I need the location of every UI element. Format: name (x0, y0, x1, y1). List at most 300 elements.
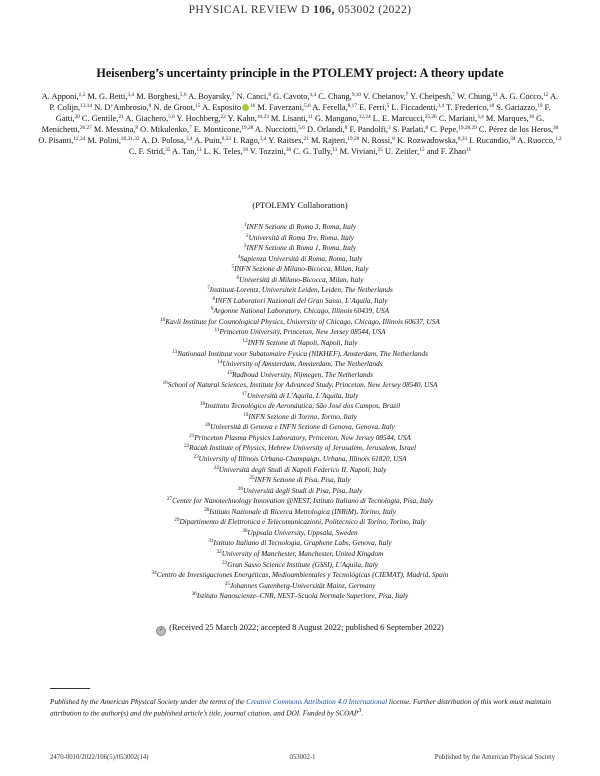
author-affiliation-index: 35 (165, 146, 171, 153)
affiliation-text: Centro de Investigaciones Energéticas, Medioambientales y Tecnológicas (CIEMAT), Madrid, Spain (156, 571, 449, 580)
author-name: Y. Raitses, (268, 135, 304, 145)
affiliation-text: Università di L’Aquila, L’Aquila, Italy (246, 391, 359, 400)
affiliation-number: 1 (243, 222, 247, 228)
affiliation-item (30, 422, 570, 433)
author (194, 136, 231, 145)
affiliation-number: 14 (217, 359, 223, 366)
affiliation-text: Argonne National Laboratory, Chicago, Illinois 60439, USA (213, 307, 390, 316)
author-affiliation-index: 8,33 (457, 135, 468, 142)
author-affiliation-index: 3,4 (309, 92, 317, 98)
author-name: L. K. Teles, (203, 146, 243, 156)
author-name: M. Faverzani, (257, 102, 304, 112)
affiliation-text: University of Amsterdam, Amsterdam, The Netherlands (222, 360, 383, 369)
affiliation-number: 30 (242, 527, 248, 534)
author (517, 136, 561, 145)
crossmark-icon[interactable]: ✓ (156, 626, 166, 636)
author (340, 147, 383, 156)
author-affiliation-index: 25 (377, 146, 383, 153)
author-name: A. Ruocco, (517, 135, 555, 145)
author-name: A. D. Polosa, (141, 135, 186, 145)
affiliation-text: School of Natural Sciences, Institute for Advanced Study, Princeton, New Jersey 08540, USA (167, 381, 438, 390)
author-affiliation-index: 19,28 (241, 124, 254, 131)
author (87, 136, 139, 145)
author-name: L. E. Marcucci, (372, 113, 425, 123)
affiliation-number: 27 (166, 496, 173, 503)
affiliation-number: 15 (226, 369, 233, 376)
author (391, 103, 444, 112)
author-name: S. Parlati, (392, 124, 426, 134)
author-affiliation-index: 11 (307, 113, 313, 120)
author-affiliation-index: 15 (195, 102, 201, 109)
affiliation-item (30, 317, 570, 328)
affiliation-text: Università degli Studi di Napoli Federico II, Napoli, Italy (218, 465, 387, 474)
affiliation-item (30, 359, 570, 370)
footer-page-number: 053002-1 (289, 754, 316, 761)
affiliation-text: Kavli Institute for Cosmological Physics, University of Chicago, Chicago, Illinois 60637, USA (165, 317, 440, 326)
author-name: U. Zeitler, (385, 146, 420, 156)
author (273, 92, 316, 101)
affiliation-item (30, 507, 570, 518)
affiliation-text: Instituut-Lorentz, Universiteit Leiden, Leiden, The Netherlands (209, 286, 393, 295)
author-affiliation-index: 36 (285, 146, 292, 153)
author (228, 114, 269, 123)
author-affiliation-index: 8 (135, 124, 139, 131)
affiliation-number: 34 (151, 570, 157, 577)
affiliation-text: Università di Genova e INFN Sezione di Genova, Genova, Italy (210, 423, 395, 432)
author-affiliation-index: 5,6 (179, 92, 187, 98)
affiliation-number: 20 (205, 422, 211, 429)
affiliation-item (30, 233, 570, 244)
author-affiliation-index: 5,6 (168, 113, 175, 120)
author-name: M. Polini, (87, 135, 122, 145)
affiliation-item (30, 443, 570, 454)
affiliation-item (30, 296, 570, 307)
author-affiliation-index: 11 (492, 92, 498, 98)
affiliation-item (30, 433, 570, 444)
affiliation-text: INFN Sezione di Roma 3, Roma, Italy (246, 223, 357, 231)
affiliation-item (30, 243, 570, 254)
affiliation-text: Università di Milano-Bicocca, Milan, Italy (239, 275, 364, 284)
affiliation-number: 13 (172, 348, 178, 355)
author-affiliation-index: 5 (386, 102, 390, 109)
author-name: M. G. Betti, (87, 92, 128, 101)
affiliation-text: Dipartimento di Elettronica e Telecomunicazioni, Politecnico di Torino, Torino, Italy (179, 518, 426, 527)
affiliation-text: Nationaal Instituut voor Subatomaire Fysica (NIKHEF), Amsterdam, The Netherlands (177, 349, 428, 358)
author-affiliation-index: 18 (488, 102, 495, 109)
author-name: D. Orlandi, (306, 124, 345, 134)
affiliation-text: Istituto Nazionale di Ricerca Metrologica (INRiM), Torino, Italy (209, 507, 396, 516)
author-list (38, 92, 562, 157)
paper-title: Heisenberg’s uncertainty principle in the PTOLEMY project: A theory update (96, 66, 504, 80)
author-name: M. Viviani, (339, 146, 378, 156)
footer-doi: 2470-0010/2022/106(5)/053002(14) (50, 754, 149, 761)
affiliation-text: INFN Sezione di Napoli, Napoli, Italy (247, 339, 358, 348)
author (427, 147, 472, 156)
author-affiliation-index: 34 (510, 135, 516, 142)
author-affiliation-index: 19,28 (347, 135, 360, 142)
author-name: E. Ferri, (359, 102, 387, 112)
affiliation-item (30, 486, 570, 497)
affiliation-number: 10 (160, 316, 166, 323)
author (153, 103, 200, 112)
affiliation-number: 24 (213, 464, 219, 471)
author-affiliation-index: 1,2 (78, 92, 86, 98)
author-affiliation-index: 7 (452, 92, 456, 98)
affiliation-number: 25 (249, 475, 255, 482)
affiliation-text: University of Illinois Urbana-Champaign, Urbana, Illinois 61820, USA (198, 455, 407, 464)
author-name: G. Cavoto, (273, 92, 310, 101)
author-name: A. Giachero, (125, 113, 169, 123)
affiliation-number: 28 (204, 506, 210, 513)
author (141, 136, 192, 145)
affiliation-item (30, 306, 570, 317)
journal-header (0, 4, 600, 16)
author (233, 136, 266, 145)
affiliation-item (30, 401, 570, 412)
author-affiliation-index: 16 (250, 102, 256, 109)
author-name: O. Mikulenko, (140, 124, 190, 134)
affiliation-item (30, 222, 570, 233)
affiliation-text: Johannes Gutenberg-Universität Mainz, Germany (229, 581, 376, 590)
author-name: C. Pérez de los Heros, (478, 124, 554, 134)
author (94, 125, 138, 134)
affiliation-number: 12 (242, 338, 248, 345)
affiliation-number: 9 (210, 306, 214, 313)
license-text-post: license. Further distribution of this work must maintain attribution to the author(s) and the published article’s title, journal citation, and DOI. Funded by SCOAP (50, 697, 552, 718)
author (410, 92, 455, 101)
author (430, 125, 477, 134)
author-affiliation-index: 8 (344, 124, 348, 131)
affiliation-number: 7 (207, 285, 210, 292)
orcid-icon[interactable] (242, 104, 249, 111)
author-name: A. Esposito (202, 102, 242, 112)
author-name: I. Rucandio, (469, 135, 511, 145)
author-affiliation-index: 3,4 (259, 135, 267, 142)
license-text-pre: Published by the American Physical Society under the terms of the (50, 697, 247, 706)
author-affiliation-index: 21 (118, 113, 124, 120)
author-affiliation-index: 22 (220, 113, 226, 120)
affiliation-number: 22 (183, 443, 190, 450)
author-affiliation-index: 3,4 (185, 135, 193, 142)
author-name: V. Tozzini, (249, 146, 286, 156)
author-affiliation-index: 1,2 (555, 135, 562, 142)
affiliation-number: 8 (212, 295, 216, 302)
affiliation-number: 21 (189, 432, 195, 439)
affiliation-text: INFN Sezione di Pisa, Pisa, Italy (254, 476, 351, 485)
affiliation-item (30, 538, 570, 549)
author (172, 147, 202, 156)
author (393, 125, 428, 134)
author-affiliation-index: 8,33 (221, 135, 232, 142)
author (318, 92, 361, 101)
author (136, 92, 186, 101)
author-affiliation-index: 5,6 (298, 124, 305, 131)
author-affiliation-index: 10,23 (256, 113, 269, 120)
author-name: C. Pepe, (430, 124, 459, 134)
affiliation-number: 3 (243, 243, 247, 250)
license-footnote (50, 697, 555, 718)
author-name: Y. Cheipesh, (410, 92, 453, 101)
author-name: and F. Zhao (426, 146, 467, 156)
author-name: E. Monticone, (193, 124, 242, 134)
author-affiliation-index: 8 (425, 124, 429, 131)
affiliation-item (30, 560, 570, 571)
received-dates (0, 623, 600, 636)
author-name: V. Cheianov, (363, 92, 406, 101)
author (188, 92, 234, 101)
affiliation-item (30, 370, 570, 381)
author-name: W. Chung, (456, 92, 493, 101)
affiliation-text: INFN Sezione di Torino, Torino, Italy (248, 412, 357, 421)
author-affiliation-index: 8,17 (347, 102, 357, 109)
author-affiliation-index: 19 (537, 102, 543, 109)
affiliation-text: Gran Sasso Science Institute (GSSI), L’Aquila, Italy (227, 560, 378, 569)
affiliation-text: Racah Institute of Physics, Hebrew University of Jerusalem, Jerusalem, Israel (189, 444, 417, 453)
affiliation-item (30, 391, 570, 402)
author-name: M. Marques, (485, 113, 529, 123)
footnote-divider (50, 688, 90, 689)
author (257, 103, 310, 112)
author-affiliation-index: 12 (543, 92, 549, 98)
affiliation-item (30, 285, 570, 296)
author (312, 103, 357, 112)
affiliation-text: Università di Roma Tre, Roma, Italy (248, 233, 355, 242)
author-name: C. Gentile, (81, 113, 119, 123)
author-affiliation-index: 18 (242, 146, 248, 153)
affiliation-item (30, 591, 570, 602)
author-name: M. Borghesi, (136, 92, 180, 101)
author (373, 114, 437, 123)
author-affiliation-index: 9,10 (351, 92, 362, 98)
affiliation-item (30, 454, 570, 465)
author-name: A. Apponi, (41, 92, 79, 101)
author-name: C. G. Tully, (293, 146, 333, 156)
author-name: A. Nucciotti, (254, 124, 299, 134)
author-affiliation-index: 26,31,32 (121, 135, 140, 142)
author-name: N. Canci, (236, 92, 269, 101)
affiliation-number: 4 (237, 253, 241, 260)
journal-name: PHYSICAL REVIEW D (188, 4, 310, 16)
author-affiliation-index: 3,4 (437, 102, 445, 109)
license-link[interactable]: Creative Commons Attribution 4.0 International (246, 697, 388, 706)
author-name: F. Pandolfi, (349, 124, 388, 134)
affiliation-list (30, 222, 570, 602)
author-name: M. Rajteri, (310, 135, 348, 145)
affiliation-number: 6 (236, 274, 240, 281)
author (129, 147, 171, 156)
affiliation-number: 36 (191, 591, 197, 598)
author (202, 103, 255, 112)
author (268, 136, 309, 145)
author-name: G. Mangano, (314, 113, 359, 123)
affiliation-item (30, 254, 570, 265)
affiliation-number: 18 (199, 401, 206, 408)
affiliation-number: 26 (237, 485, 243, 492)
affiliation-number: 32 (216, 548, 222, 555)
author-name: S. Gariazzo, (496, 102, 538, 112)
affiliation-text: Princeton University, Princeton, New Jersey 08544, USA (219, 328, 386, 337)
affiliation-text: Instituto Tecnológico de Aeronáutica, São José dos Campos, Brazil (205, 402, 401, 411)
author-name: A. G. Cocco, (499, 92, 544, 101)
author-affiliation-index: 7 (405, 92, 409, 98)
scoap-superscript: 3 (358, 707, 362, 714)
affiliation-item (30, 275, 570, 286)
author-name: N. Rossi, (361, 135, 393, 145)
author (311, 136, 359, 145)
author-name: F. Gatti, (55, 102, 551, 123)
journal-volume: 106, (313, 4, 335, 16)
author-affiliation-index: 11 (196, 146, 202, 153)
footer-publisher: Published by the American Physical Society (434, 754, 555, 761)
author (38, 136, 85, 145)
author-name: N. D’Ambrosio, (94, 102, 149, 112)
author (204, 147, 248, 156)
author-name: C. F. Strid, (128, 146, 166, 156)
author (250, 147, 291, 156)
author-affiliation-index: 15 (419, 146, 425, 153)
author-affiliation-index: 21 (303, 135, 309, 142)
author (446, 103, 494, 112)
author-name: N. de Groot, (153, 102, 196, 112)
author-affiliation-index: 25,26 (424, 113, 437, 120)
author (255, 125, 305, 134)
author-affiliation-index: 11 (466, 146, 472, 153)
affiliation-text: Radboud University, Nijmegen, The Netherlands (232, 370, 374, 379)
author (439, 114, 484, 123)
author-affiliation-index: 12,24 (73, 135, 86, 142)
author-name: A. P. Colijn, (49, 92, 559, 112)
author-name: C. Chang, (318, 92, 352, 101)
author-name: L. Ficcadenti, (391, 102, 438, 112)
affiliation-text: INFN Sezione di Milano-Bicocca, Milan, Italy (234, 265, 369, 274)
author (315, 114, 371, 123)
author (361, 136, 395, 145)
author (469, 136, 515, 145)
author-affiliation-index: 11 (332, 146, 338, 153)
author (496, 103, 542, 112)
affiliation-text: INFN Laboratori Nazionali del Gran Sasso, L’Aquila, Italy (215, 296, 388, 305)
author (486, 114, 534, 123)
affiliation-text: Center for Nanotechnology Innovation @NEST, Istituto Italiano di Tecnologia, Pisa, Italy (172, 497, 434, 506)
author (385, 147, 424, 156)
affiliation-item (30, 549, 570, 560)
author-affiliation-index: 8 (392, 135, 395, 142)
author-name: A. Ferella, (312, 102, 348, 112)
affiliation-number: 2 (245, 232, 249, 239)
author (479, 125, 558, 134)
author (359, 103, 389, 112)
author-affiliation-index: 12,24 (358, 113, 371, 120)
affiliation-number: 19 (243, 411, 249, 418)
author-name: K. Rozwadowska, (396, 135, 458, 145)
author (271, 114, 313, 123)
author-affiliation-index: 5,6 (303, 102, 311, 109)
affiliation-item (30, 412, 570, 423)
affiliation-text: Istituto Nanoscienze–CNR, NEST–Scuola Normale Superiore, Pisa, Italy (196, 592, 409, 601)
author-name: O. Pisanti, (38, 135, 74, 145)
author-affiliation-index: 13,14 (80, 102, 93, 109)
author-affiliation-index: 30 (553, 124, 559, 131)
author-affiliation-index: 8 (148, 102, 152, 109)
affiliation-item (30, 517, 570, 528)
author (140, 125, 192, 134)
author (293, 147, 337, 156)
author-name: A. Puiu, (194, 135, 222, 145)
author-name: I. Rago, (233, 135, 260, 145)
author (457, 92, 498, 101)
author-affiliation-index: 26,27 (79, 124, 92, 131)
affiliation-item (30, 475, 570, 486)
author-affiliation-index: 20 (74, 113, 80, 120)
affiliation-text: Uppsala University, Uppsala, Sweden (247, 528, 358, 537)
affiliation-number: 16 (162, 380, 168, 387)
author (194, 125, 253, 134)
affiliation-text: Università degli Studi di Pisa, Pisa, Italy (242, 486, 363, 495)
author (125, 114, 175, 123)
author (82, 114, 124, 123)
affiliation-item (30, 349, 570, 360)
author (499, 92, 548, 101)
author (363, 92, 408, 101)
affiliation-text: Princeton Plasma Physics Laboratory, Princeton, New Jersey 08544, USA (194, 433, 411, 442)
affiliation-item (30, 581, 570, 592)
author (237, 92, 271, 101)
article-number: 053002 (338, 4, 376, 16)
author (177, 114, 226, 123)
author-affiliation-index: 7 (189, 124, 192, 131)
author (397, 136, 467, 145)
author-affiliation-index: 3,4 (127, 92, 135, 98)
journal-year: (2022) (378, 4, 412, 16)
affiliation-item (30, 496, 570, 507)
author-name: Y. Hochberg, (176, 113, 221, 123)
affiliation-text: Sapienza Università di Roma, Roma, Italy (240, 254, 363, 263)
affiliation-item (30, 264, 570, 275)
author-name: C. Mariani, (438, 113, 478, 123)
author-name: T. Frederico, (446, 102, 489, 112)
author (307, 125, 347, 134)
affiliation-number: 35 (224, 580, 230, 587)
author-name: A. Tan, (172, 146, 197, 156)
affiliation-item (30, 327, 570, 338)
author-affiliation-index: 7 (231, 92, 235, 98)
affiliation-number: 23 (193, 454, 199, 461)
affiliation-item (30, 338, 570, 349)
author-affiliation-index: 19,28,29 (458, 124, 477, 131)
author-affiliation-index: 18 (528, 113, 535, 120)
collaboration-name: (PTOLEMY Collaboration) (252, 200, 348, 210)
author (94, 103, 151, 112)
author (87, 92, 134, 101)
author-affiliation-index: 3 (388, 124, 391, 131)
author (349, 125, 390, 134)
author-name: A. Boyarsky, (188, 92, 232, 101)
author (42, 92, 85, 101)
author-name: M. Messina, (93, 124, 136, 134)
affiliation-number: 31 (208, 538, 214, 545)
affiliation-number: 17 (241, 390, 247, 397)
affiliation-text: University of Manchester, Manchester, United Kingdom (221, 549, 384, 558)
author-affiliation-index: 3,4 (477, 113, 484, 120)
affiliation-number: 5 (231, 264, 235, 271)
affiliation-number: 29 (174, 517, 180, 524)
affiliation-item (30, 528, 570, 539)
affiliation-item (30, 465, 570, 476)
author-affiliation-index: 8 (268, 92, 271, 98)
author-name: M. Lisanti, (270, 113, 308, 123)
affiliation-number: 33 (222, 559, 228, 566)
license-text-end: . (361, 708, 364, 718)
